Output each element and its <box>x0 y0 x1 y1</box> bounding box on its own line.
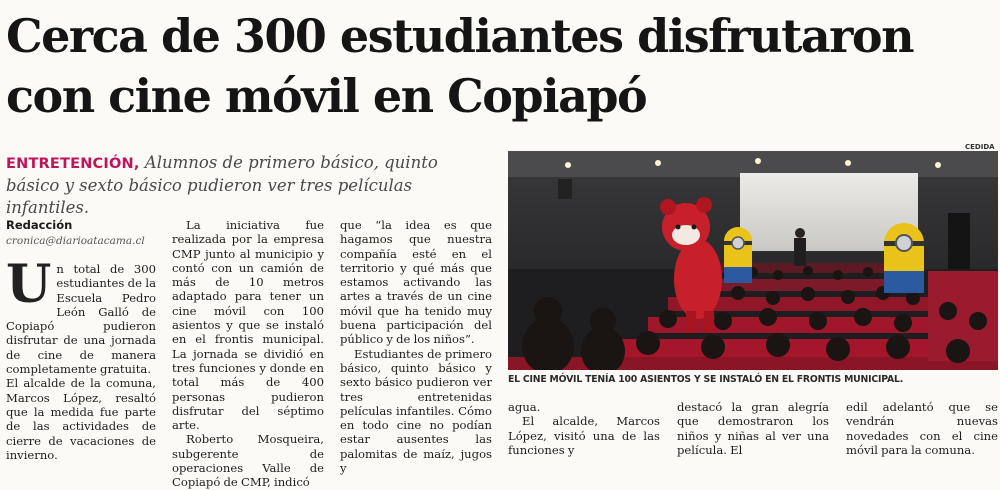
body-column-1 <box>6 254 156 462</box>
audience-head <box>803 266 813 276</box>
paragraph: edil adelantó que se vendrán nuevas novedades con el cine móvil para la comuna. <box>846 400 998 457</box>
minion-costume <box>724 227 752 283</box>
seat-row <box>508 357 998 370</box>
minion-costume <box>884 223 924 293</box>
audience-head <box>826 337 850 361</box>
audience-head <box>766 291 780 305</box>
audience-head <box>946 339 970 363</box>
side-speaker <box>558 179 572 199</box>
audience-head <box>701 335 725 359</box>
audience-head <box>886 335 910 359</box>
cinema-photo-illustration <box>508 151 998 370</box>
headline-line-2: con cine móvil en Copiapó <box>6 69 647 123</box>
audience-head <box>863 267 873 277</box>
audience-head <box>894 314 912 332</box>
minion-goggle <box>896 235 912 251</box>
minion-goggle <box>732 237 744 249</box>
headline <box>6 6 996 126</box>
paragraph-text: n total de 300 estudiantes de la Escuela Pedro León Galló de Copiapó pudieron disfrutar de una jornada de cine de manera completamente gratuita. <box>6 262 156 377</box>
costume-body <box>674 239 722 319</box>
audience-head <box>636 331 660 355</box>
paragraph: La iniciativa fue realizada por la empresa CMP junto al municipio y contó con un camión de más de 10 metros adaptado para tener un cine móvil con 100 asientos y que se instaló en el frontis municipal. La jornada se dividió en tres funciones y donde en total más de 400 personas pudieron disfrutar del séptimo arte. <box>172 218 324 433</box>
body-column-5 <box>677 400 829 457</box>
costume-ear <box>696 197 712 213</box>
cinema-photo <box>508 151 998 370</box>
audience-head <box>809 312 827 330</box>
audience-head <box>773 270 783 280</box>
presenter-body <box>794 238 806 266</box>
costume-eye <box>676 225 681 230</box>
section-kicker: ENTRETENCIÓN, <box>6 156 140 172</box>
minion-overalls <box>724 267 752 283</box>
costume-eye <box>692 225 697 230</box>
side-door <box>948 213 970 273</box>
audience-head <box>759 308 777 326</box>
ceiling-light <box>845 160 851 166</box>
paragraph: que “la idea es que hagamos que nuestra compañía esté en el territorio y qué más que estamos activando las artes a través de un cine móvil que ha tenido muy buena participación del público y de los niños”. <box>340 218 492 347</box>
paragraph: agua. <box>508 400 541 414</box>
audience-head <box>841 290 855 304</box>
byline-author: Redacción <box>6 218 73 232</box>
paragraph <box>6 254 156 377</box>
body-column-4 <box>508 400 660 457</box>
presenter-head <box>795 228 805 238</box>
drop-cap: U <box>6 254 52 315</box>
presenter-figure <box>794 228 806 266</box>
ceiling-light <box>755 158 761 164</box>
body-column-6 <box>846 400 998 457</box>
paragraph: El alcalde, Marcos López, visitó una de las funciones y <box>508 414 660 457</box>
paragraph: destacó la gran alegría que demostraron los niños y niñas al ver una película. El <box>677 400 829 457</box>
byline-email: cronica@diarioatacama.cl <box>6 235 145 247</box>
body-column-3 <box>340 218 492 475</box>
audience-head <box>801 287 815 301</box>
costume-leg <box>686 311 696 333</box>
audience-head <box>659 310 677 328</box>
ceiling-light <box>935 162 941 168</box>
costume-leg <box>704 311 714 333</box>
photo-credit: CEDIDA <box>965 143 995 151</box>
audience-head <box>766 333 790 357</box>
paragraph: Estudiantes de primero básico, quinto básico y sexto básico pudieron ver tres entretenidas películas infantiles. Cómo en todo cine no podían estar ausentes las palomitas de maíz, jugos y <box>340 346 492 476</box>
audience-head <box>714 312 732 330</box>
body-column-2 <box>172 218 324 490</box>
headline-line-1: Cerca de 300 estudiantes disfrutaron <box>6 9 914 63</box>
minion-overalls <box>884 271 924 293</box>
ceiling-light <box>565 162 571 168</box>
paragraph: Roberto Mosqueira, subgerente de operaciones Valle de Copiapó de CMP, indicó <box>172 432 324 490</box>
costume-ear <box>660 199 676 215</box>
deck <box>6 152 496 219</box>
audience-head <box>906 291 920 305</box>
byline <box>6 218 156 247</box>
audience-head <box>833 270 843 280</box>
ceiling-light <box>655 160 661 166</box>
audience-head <box>854 308 872 326</box>
paragraph: El alcalde de la comuna, Marcos López, resaltó que la medida fue parte de las actividades de cierre de vacaciones de invierno. <box>6 376 156 462</box>
audience-head <box>939 302 957 320</box>
photo-caption: EL CINE MÓVIL TENÍA 100 ASIENTOS Y SE INSTALÓ EN EL FRONTIS MUNICIPAL. <box>508 374 904 385</box>
audience-head <box>969 312 987 330</box>
deck-text: Alumnos de primero básico, quinto básico y sexto básico pudieron ver tres películas infantiles. <box>6 153 438 217</box>
audience-head <box>731 286 745 300</box>
